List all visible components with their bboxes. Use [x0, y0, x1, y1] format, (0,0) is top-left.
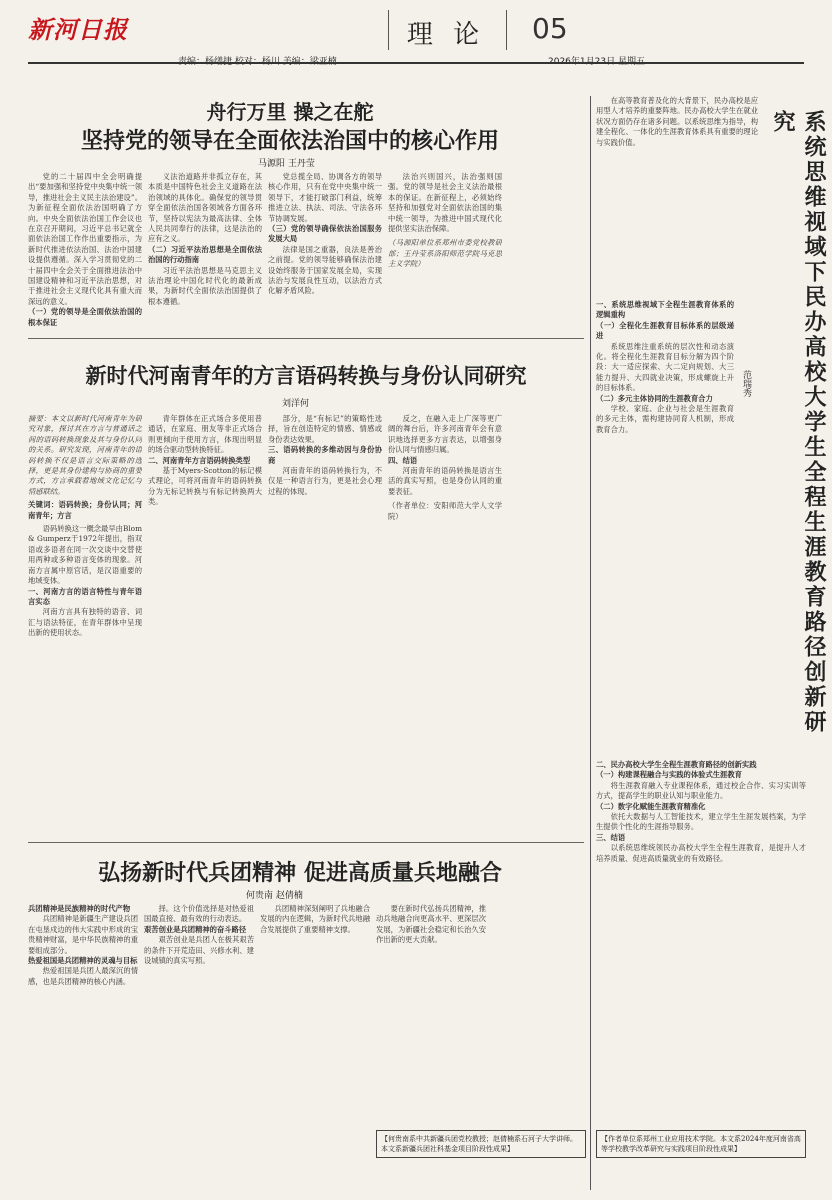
article1-byline: 马源阳 王丹莹 — [258, 159, 315, 169]
article1-column-4: 法治兴则国兴，法治强则国强。党的领导是社会主义法治最根本的保证。在新征程上，必须始终坚持和加强党对全面依法治国的集中统一领导，为推进中国式现代化提供坚实法治保障。 （马源阳单位系郑州市委党校教研部；王丹莹系洛阳师范学院马克思主义学院） — [388, 172, 502, 269]
article1-kicker: 舟行万里 操之在舵 — [206, 100, 374, 124]
article4-subhead: （一）全程化生涯教育目标体系的层级递进 — [596, 320, 734, 341]
article2-subhead: 四、结语 — [388, 455, 418, 465]
article4-section-1: 一、系统思维视域下全程生涯教育体系的逻辑重构 （一）全程化生涯教育目标体系的层级递进 系统思维注重系统的层次性和动态演化。将全程化生涯教育目标分解为四个阶段：大一适应探索、大二定向规划、大三能力提升、大四就业决策，形成螺旋上升的目标体系。 （二）多元主体协同的生涯教育合力 学校、家庭、企业与社会是生涯教育的多元主体，需构建协同育人机制，形成教育合力。 — [596, 300, 734, 434]
newspaper-logo: 新河日报 — [28, 15, 128, 44]
article2-subhead: 二、河南青年方言语码转换类型 — [148, 455, 251, 465]
article3-subhead: 兵团精神是民族精神的时代产物 — [28, 904, 131, 913]
article4-section-2: 二、民办高校大学生全程生涯教育路径的创新实践 （一）构建课程融合与实践的体验式生涯教育 将生涯教育融入专业课程体系，通过校企合作、实习实训等方式，提高学生的职业认知与职业能力。 （二）数字化赋能生涯教育精准化 依托大数据与人工智能技术，建立学生生涯发展档案，为学生提供个性化的生涯指导服务。 三、结语 以系统思维统领民办高校大学生全程生涯教育，是提升人才培养质量、促进高质量就业的有效路径。 — [596, 760, 806, 863]
article1-headline: 坚持党的领导在全面依法治国中的核心作用 — [80, 128, 499, 154]
header-divider — [388, 10, 389, 50]
divider — [28, 338, 584, 339]
article2-keywords: 关键词：语码转换；身份认同；河南青年；方言 — [28, 500, 142, 520]
column-divider — [590, 96, 591, 1190]
article3-byline: 何贵南 赵倩楠 — [246, 891, 303, 901]
header-divider — [506, 10, 507, 50]
article4-subhead: （二）多元主体协同的生涯教育合力 — [596, 393, 713, 403]
issue-date: 2026年1月23日 星期五 — [548, 57, 645, 67]
header-rule — [28, 62, 804, 64]
article2-headline: 新时代河南青年的方言语码转换与身份认同研究 — [85, 363, 527, 388]
article1-subhead: （一）党的领导是全面依法治国的根本保证 — [28, 307, 142, 327]
article4-subhead: 二、民办高校大学生全程生涯教育路径的创新实践 — [596, 760, 757, 769]
page-number: 05 — [532, 12, 568, 45]
article3-subhead: 热爱祖国是兵团精神的灵魂与目标 — [28, 956, 138, 966]
article3-column-1: 兵团精神是民族精神的时代产物 兵团精神是新疆生产建设兵团在屯垦戍边的伟大实践中形成的宝贵精神财富，是中华民族精神的重要组成部分。 热爱祖国是兵团精神的灵魂与目标 热爱祖国是兵团人最深沉的情感，也是兵团精神的核心内涵。 — [28, 904, 138, 986]
article4-subhead: （二）数字化赋能生涯教育精准化 — [596, 801, 706, 811]
article2-column-2: 青年群体在正式场合多使用普通话，在家庭、朋友等非正式场合则更倾向于使用方言，体现出明显的场合驱动型转换特征。 二、河南青年方言语码转换类型 基于Myers-Scotton的标记模式理论，可将河南青年的语码转换分为无标记转换与有标记转换两大类。 — [148, 414, 262, 507]
article3-column-4: 要在新时代弘扬兵团精神，推动兵地融合向更高水平、更深层次发展，为新疆社会稳定和长治久安作出新的更大贡献。 — [376, 904, 486, 945]
article2-byline: 刘洋何 — [282, 399, 310, 409]
article3-author-note: 【何贵南系中共新疆兵团党校教授；赵倩楠系石河子大学讲师。本文系新疆兵团社科基金项目阶段性成果】 — [376, 1130, 586, 1158]
article1-column-1: 党的二十届四中全会明确提出“要加强和坚持党中央集中统一领导，推进社会主义民主法治建设”。为新征程全面依法治国明确了方向。中央全面依法治国工作会议也在京召开期间，习近平总书记就全面依法治国工作作出重要指示，为新时代推进依法治国、法治中国建设提供遵循。深入学习贯彻党的二十届四中全会关于全面推进法治中国建设精神和习近平法治思想，对于推进社会主义现代化具有重大而深远的意义。 （一）党的领导是全面依法治国的根本保证 — [28, 172, 142, 327]
article2-column-1: 摘要：本文以新时代河南青年为研究对象，探讨其在方言与普通话之间的语码转换现象及其与身份认同的关系。研究发现，河南青年的语码转换不仅是语言交际策略的选择，更是其身份建构与协商的重要方式，方言承载着地域文化记忆与情感联结。 关键词：语码转换；身份认同；河南青年；方言 语码转换这一概念最早由Blom & Gumperz于1972年提出，指双语或多语者在同一次交谈中交替使用两种或多种语言变体的现象。河南方言属中原官话，是汉语重要的地域变体。 一、河南方言的语言特性与青年语言实态 河南方言具有独特的语音、词汇与语法特征，在青年群体中呈现出新的使用状态。 — [28, 414, 142, 638]
article1-subhead: （三）党的领导确保依法治国服务发展大局 — [268, 224, 382, 244]
article4-subhead: 一、系统思维视域下全程生涯教育体系的逻辑重构 — [596, 300, 734, 320]
section-title: 理 论 — [406, 20, 486, 50]
article4-title: 系统思维视域下民办高校大学生全程生涯教育路径创新研究 — [770, 110, 827, 735]
article4-byline: 范瑞秀 — [741, 370, 751, 397]
article3-headline: 弘扬新时代兵团精神 促进高质量兵地融合 — [98, 860, 502, 886]
article3-subhead: 艰苦创业是兵团精神的奋斗路径 — [144, 924, 247, 934]
article2-abstract: 摘要：本文以新时代河南青年为研究对象，探讨其在方言与普通话之间的语码转换现象及其与身份认同的关系。研究发现，河南青年的语码转换不仅是语言交际策略的选择，更是其身份建构与协商的重要方式，方言承载着地域文化记忆与情感联结。 — [28, 414, 142, 496]
article4-subhead: 三、结语 — [596, 832, 626, 842]
article2-subhead: 三、语码转换的多维动因与身份协商 — [268, 445, 382, 465]
article4-subhead: （一）构建课程融合与实践的体验式生涯教育 — [596, 770, 742, 780]
article3-column-2: 择。这个价值选择是对热爱祖国最直接、最有效的行动表达。 艰苦创业是兵团精神的奋斗路径 艰苦创业是兵团人在极其艰苦的条件下开荒造田、兴修水利、建设城镇的真实写照。 — [144, 904, 254, 966]
article4-intro: 在高等教育普及化的大背景下，民办高校是应用型人才培养的重要阵地。民办高校大学生在就业状况方面仍存在诸多问题。以系统思维为指导，构建全程化、一体化的生涯教育体系具有重要的理论与实践价值。 — [596, 96, 758, 147]
editor-credits: 责编：杨缮捷 校对：杨川 美编：梁亚楠 — [178, 57, 337, 67]
article1-subhead: （二）习近平法治思想是全面依法治国的行动指南 — [148, 244, 262, 265]
article1-column-3: 党总揽全局、协调各方的领导核心作用，只有在党中央集中统一领导下，才能打破部门利益，统筹推进立法、执法、司法、守法各环节协调发展。 （三）党的领导确保依法治国服务发展大局 法律是国之重器，良法是善治之前提。党的领导能够确保法治建设始终服务于国家发展全局，实现法治与发展良性互动，以法治方式化解矛盾风险。 — [268, 172, 382, 296]
article2-column-4: 反之，在融入走上广深等更广阔的舞台后，许多河南青年会有意识地选择更多方言表达，以增强身份认同与情感归属。 四、结语 河南青年的语码转换是语言生活的真实写照，也是身份认同的重要表征。 （作者单位：安阳师范大学人文学院） — [388, 414, 502, 521]
divider — [28, 842, 584, 843]
article2-subhead: 一、河南方言的语言特性与青年语言实态 — [28, 586, 142, 606]
masthead — [28, 10, 788, 68]
article4-author-note: 【作者单位系郑州工业应用技术学院。本文系2024年度河南省高等学校教学改革研究与实践项目阶段性成果】 — [596, 1130, 806, 1158]
article1-author-note: （马源阳单位系郑州市委党校教研部；王丹莹系洛阳师范学院马克思主义学院） — [388, 238, 502, 269]
article1-column-2: 义法治道路并非孤立存在，其本质是中国特色社会主义道路在法治领域的具体化。确保党的领导贯穿全面依法治国各领域各方面各环节，坚持以宪法为最高法律、全体人民共同奉行的法律，这是法治的应有之义。 （二）习近平法治思想是全面依法治国的行动指南 习近平法治思想是马克思主义法治理论中国化时代化的最新成果，为新时代全面依法治国提供了根本遵循。 — [148, 172, 262, 306]
article3-column-3: 兵团精神深刻阐明了兵地融合发展的内在逻辑，为新时代兵地融合发展提供了重要精神支撑。 — [260, 904, 370, 934]
article2-author-note: （作者单位：安阳师范大学人文学院） — [388, 501, 502, 521]
article2-column-3: 部分，是“有标记”的策略性选择，旨在创造特定的情感、情感或身份表达效果。 三、语码转换的多维动因与身份协商 河南青年的语码转换行为，不仅是一种语言行为，更是社会心理过程的体现。 — [268, 414, 382, 496]
